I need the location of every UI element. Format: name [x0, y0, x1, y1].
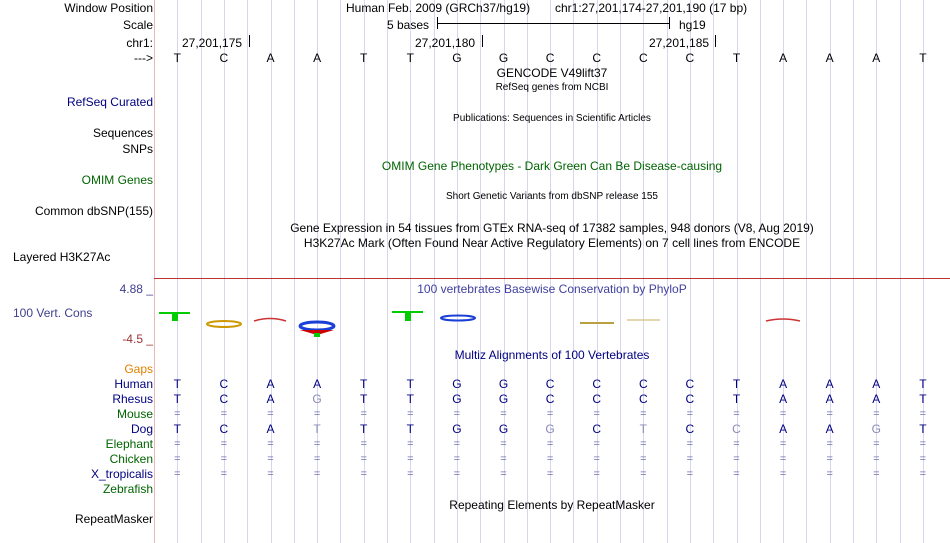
alignment-base: G: [871, 422, 881, 436]
species-label-elephant[interactable]: Elephant: [105, 437, 153, 451]
cons-max-value: 4.88 _: [119, 282, 153, 296]
phylop-mark-c: [207, 321, 241, 327]
species-label-human[interactable]: Human: [114, 377, 153, 391]
alignment-base: =: [546, 438, 554, 450]
label-window-position: Window Position: [64, 1, 153, 15]
track-label-common-dbsnp[interactable]: Common dbSNP(155): [34, 204, 153, 218]
alignment-base: =: [174, 468, 181, 480]
alignment-base: =: [826, 468, 833, 480]
alignment-base: T: [919, 422, 927, 436]
coord-label-1: 27,201,175: [182, 36, 243, 50]
reference-base: A: [779, 51, 788, 65]
alignment-base: T: [173, 422, 181, 436]
reference-base: T: [732, 51, 741, 65]
track-label-sequences[interactable]: Sequences: [92, 126, 153, 140]
reference-base: A: [266, 51, 275, 65]
label-scale: Scale: [122, 18, 153, 32]
alignment-base: =: [919, 468, 927, 480]
phylop-mark-a3: [766, 319, 800, 321]
alignment-base: A: [825, 377, 834, 391]
alignment-base: A: [825, 392, 834, 406]
phylop-mark-t2: [392, 311, 423, 321]
track-label-refseq[interactable]: RefSeq Curated: [66, 95, 153, 109]
alignment-base: G: [498, 392, 509, 406]
alignment-base: =: [500, 468, 507, 480]
coord-label-3: 27,201,185: [649, 36, 710, 50]
reference-base: C: [219, 51, 229, 65]
alignment-base: =: [919, 438, 927, 450]
track-label-omim-genes[interactable]: OMIM Genes: [81, 173, 153, 187]
species-label-dog[interactable]: Dog: [130, 422, 153, 436]
cons-min-value: -4.5 _: [122, 332, 153, 346]
alignment-base: C: [545, 392, 555, 406]
alignment-base: G: [452, 422, 462, 436]
reference-base: C: [592, 51, 602, 65]
alignment-base: T: [313, 422, 321, 436]
alignment-base: G: [498, 422, 509, 436]
alignment-base: =: [919, 408, 927, 420]
alignment-base: =: [826, 438, 833, 450]
alignment-base: =: [453, 408, 461, 420]
alignment-base: =: [593, 438, 600, 450]
scale-bar-text: 5 bases: [387, 18, 430, 32]
alignment-base: =: [873, 438, 880, 450]
alignment-base: =: [500, 438, 507, 450]
phylop-mark-g: [441, 316, 475, 321]
species-label-x_tropicalis[interactable]: X_tropicalis: [90, 467, 153, 481]
alignment-base: =: [360, 408, 367, 420]
alignment-base: =: [640, 408, 647, 420]
alignment-base: =: [500, 408, 507, 420]
assembly-name: Human Feb. 2009 (GRCh37/hg19): [346, 1, 531, 15]
reference-base: T: [173, 51, 181, 65]
alignment-base: =: [453, 438, 461, 450]
alignment-base: T: [360, 377, 368, 391]
species-label-rhesus[interactable]: Rhesus: [112, 392, 153, 406]
alignment-base: =: [360, 438, 367, 450]
alignment-base: =: [267, 408, 274, 420]
alignment-base: =: [779, 453, 787, 465]
track-label-100-vert-cons[interactable]: 100 Vert. Cons: [13, 306, 93, 320]
alignment-base: =: [686, 438, 694, 450]
alignment-base: =: [174, 453, 181, 465]
alignment-base: =: [593, 453, 600, 465]
track-title-gtex[interactable]: Gene Expression in 54 tissues from GTEx RNA-seq of 17382 samples, 948 donors (V8, Aug 2019): [290, 221, 814, 235]
alignment-base: =: [779, 408, 787, 420]
alignment-base: C: [219, 377, 229, 391]
alignment-base: A: [825, 422, 834, 436]
reference-base: A: [872, 51, 881, 65]
alignment-base: =: [267, 453, 274, 465]
alignment-base: =: [779, 468, 787, 480]
alignment-base: =: [826, 408, 833, 420]
alignment-base: C: [592, 422, 602, 436]
alignment-base: T: [732, 377, 741, 391]
alignment-base: =: [220, 468, 228, 480]
alignment-base: T: [639, 422, 647, 436]
alignment-base: =: [453, 453, 461, 465]
alignment-base: =: [220, 453, 228, 465]
species-label-chicken[interactable]: Chicken: [109, 452, 153, 466]
alignment-base: =: [407, 408, 414, 420]
alignment-base: =: [174, 408, 181, 420]
alignment-base: C: [219, 392, 229, 406]
coord-label-2: 27,201,180: [415, 36, 476, 50]
alignment-base: T: [919, 377, 927, 391]
track-label-repeatmasker[interactable]: RepeatMasker: [74, 512, 153, 526]
alignment-base: C: [592, 377, 602, 391]
alignment-base: =: [733, 453, 740, 465]
alignment-base: =: [407, 468, 414, 480]
alignment-base: =: [873, 468, 880, 480]
alignment-base: =: [640, 438, 647, 450]
alignment-base: G: [498, 377, 509, 391]
reference-base: G: [498, 51, 509, 65]
alignment-base: T: [919, 392, 927, 406]
alignment-base: =: [453, 468, 461, 480]
alignment-base: C: [638, 377, 648, 391]
alignment-base: =: [546, 408, 554, 420]
alignment-base: =: [313, 453, 321, 465]
alignment-base: =: [873, 453, 880, 465]
phylop-mark-t1: [159, 312, 190, 321]
alignment-base: =: [733, 408, 740, 420]
track-title-repeatmasker[interactable]: Repeating Elements by RepeatMasker: [449, 498, 655, 512]
alignment-base: A: [872, 392, 881, 406]
alignment-base: =: [220, 438, 228, 450]
reference-base: T: [360, 51, 368, 65]
alignment-base: =: [407, 453, 414, 465]
reference-base: A: [313, 51, 322, 65]
alignment-base: =: [733, 438, 740, 450]
alignment-base: C: [592, 392, 602, 406]
alignment-base: =: [640, 453, 647, 465]
alignment-base: G: [452, 377, 462, 391]
alignment-base: T: [406, 392, 414, 406]
track-title-h3k27ac[interactable]: H3K27Ac Mark (Often Found Near Active Regulatory Elements) on 7 cell lines from ENCODE: [303, 236, 801, 250]
alignment-base: G: [545, 422, 555, 436]
alignment-base: T: [173, 392, 181, 406]
alignment-base: =: [686, 453, 694, 465]
alignment-base: =: [546, 468, 554, 480]
alignment-base: =: [313, 438, 321, 450]
reference-base: C: [685, 51, 695, 65]
track-title-dbsnp[interactable]: Short Genetic Variants from dbSNP release 155: [446, 191, 658, 202]
alignment-base: C: [685, 422, 695, 436]
alignment-base: C: [545, 377, 555, 391]
track-label-layered-h3k27ac[interactable]: Layered H3K27Ac: [13, 250, 111, 264]
species-label-mouse[interactable]: Mouse: [116, 407, 153, 421]
species-label-zebrafish[interactable]: Zebrafish: [102, 482, 153, 496]
track-title-gencode[interactable]: GENCODE V49lift37: [496, 66, 608, 80]
alignment-base: =: [267, 438, 274, 450]
track-title-omim[interactable]: OMIM Gene Phenotypes - Dark Green Can Be Disease-causing: [381, 159, 723, 173]
phylop-mark-a1: [254, 319, 286, 322]
alignment-base: =: [640, 468, 647, 480]
alignment-base: =: [779, 438, 787, 450]
alignment-base: =: [593, 408, 600, 420]
alignment-base: =: [220, 408, 228, 420]
track-title-publications[interactable]: Publications: Sequences in Scientific Articles: [453, 113, 651, 124]
alignment-base: T: [173, 377, 181, 391]
alignment-base: =: [313, 408, 321, 420]
window-coordinates: chr1:27,201,174-27,201,190 (17 bp): [555, 1, 748, 15]
alignment-base: =: [360, 468, 367, 480]
track-title-multiz[interactable]: Multiz Alignments of 100 Vertebrates: [454, 348, 650, 362]
alignment-base: =: [313, 468, 321, 480]
alignment-base: A: [266, 422, 275, 436]
alignment-base: A: [266, 377, 275, 391]
alignment-base: T: [360, 392, 368, 406]
reference-base: T: [406, 51, 414, 65]
alignment-base: C: [685, 392, 695, 406]
reference-base: A: [825, 51, 834, 65]
reference-base: C: [545, 51, 555, 65]
alignment-base: A: [266, 392, 275, 406]
alignment-base: =: [686, 468, 694, 480]
alignment-base: C: [219, 422, 229, 436]
reference-base: G: [452, 51, 462, 65]
reference-base: T: [919, 51, 927, 65]
track-title-refseq[interactable]: RefSeq genes from NCBI: [495, 82, 609, 93]
alignment-base: G: [452, 392, 462, 406]
alignment-base: T: [360, 422, 368, 436]
alignment-base: C: [685, 377, 695, 391]
alignment-base: T: [406, 377, 414, 391]
alignment-base: =: [546, 453, 554, 465]
track-label-snps[interactable]: SNPs: [122, 142, 153, 156]
track-label-gaps[interactable]: Gaps: [124, 362, 153, 376]
alignment-base: C: [732, 422, 741, 436]
alignment-base: T: [732, 392, 741, 406]
alignment-base: =: [826, 453, 833, 465]
alignment-base: A: [779, 377, 788, 391]
phylop-mark-a2: [300, 322, 334, 337]
alignment-base: =: [407, 438, 414, 450]
alignment-base: =: [500, 453, 507, 465]
label-strand: --->: [134, 51, 153, 65]
alignment-base: =: [267, 468, 274, 480]
alignment-base: =: [360, 453, 367, 465]
label-chrom: chr1:: [126, 36, 153, 50]
alignment-base: A: [779, 392, 788, 406]
alignment-base: =: [919, 453, 927, 465]
alignment-base: =: [593, 468, 600, 480]
track-title-phylop[interactable]: 100 vertebrates Basewise Conservation by PhyloP: [417, 282, 687, 296]
alignment-base: =: [174, 438, 181, 450]
alignment-base: =: [873, 408, 880, 420]
alignment-base: T: [406, 422, 414, 436]
alignment-base: G: [312, 392, 322, 406]
alignment-base: =: [733, 468, 740, 480]
alignment-base: =: [686, 408, 694, 420]
alignment-base: A: [872, 377, 881, 391]
alignment-base: C: [638, 392, 648, 406]
alignment-base: A: [779, 422, 788, 436]
scale-db: hg19: [679, 18, 706, 32]
reference-base: C: [638, 51, 648, 65]
alignment-base: A: [313, 377, 322, 391]
